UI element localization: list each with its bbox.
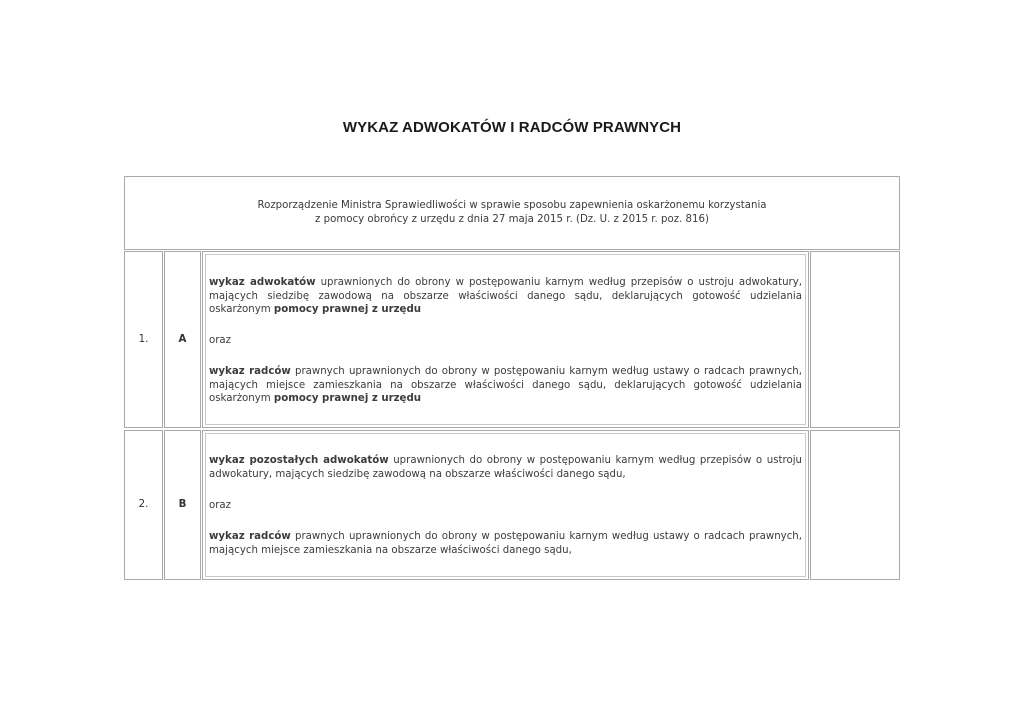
header-cell (124, 176, 900, 250)
row-2-p1-text: uprawnionych do obrony w postępowaniu karnym według przepisów o ustroju adwokatury, mających siedzibę zawodową na obszarze właściwości danego sądu, (209, 455, 802, 480)
document-title: WYKAZ ADWOKATÓW I RADCÓW PRAWNYCH (342, 119, 682, 136)
row-2-number: 2. (138, 499, 149, 510)
row-1-p1-bold: wykaz adwokatów (209, 277, 316, 288)
row-1-number-cell (124, 251, 163, 428)
row-2-p1-bold: wykaz pozostałych adwokatów (209, 455, 389, 466)
row-2-paragraph-advocates (209, 454, 802, 481)
row-2-letter: B (178, 499, 187, 510)
row-2-letter-cell (164, 430, 201, 580)
regulation-text (125, 199, 899, 226)
row-1-conjunction: oraz (209, 335, 232, 346)
row-2-paragraph-legal-advisers (209, 530, 802, 557)
row-1-p2-text: prawnych uprawnionych do obrony w postępowaniu karnym według ustawy o radcach prawnych, mających miejsce zamieszkania na obszarze właściwości danego sądu, deklarujących gotowość udzielania oskarżonym (209, 366, 802, 404)
row-1-content-cell (202, 251, 809, 428)
row-1-p2-bold-end: pomocy prawnej z urzędu (273, 393, 421, 404)
row-2-p2-bold: wykaz radców (209, 531, 291, 542)
row-2-content-cell (202, 430, 809, 580)
row-1-p1-text: uprawnionych do obrony w postępowaniu karnym według przepisów o ustroju adwokatury, mających siedzibę zawodową na obszarze właściwości danego sądu, deklarujących gotowość udzielania oskarżonym (209, 277, 802, 315)
regulation-line-1: Rozporządzenie Ministra Sprawiedliwości w sprawie sposobu zapewnienia oskarżonemu korzystania (257, 200, 767, 211)
regulation-line-2: z pomocy obrońcy z urzędu z dnia 27 maja 2015 r. (Dz. U. z 2015 r. poz. 816) (315, 213, 709, 225)
row-1-letter: A (178, 334, 187, 345)
row-2-number-cell (124, 430, 163, 580)
row-2-empty-cell (810, 430, 900, 580)
row-1-letter-cell (164, 251, 201, 428)
row-2-conjunction: oraz (209, 500, 232, 511)
row-1-number: 1. (138, 334, 149, 345)
row-1-empty-cell (810, 251, 900, 428)
row-1-paragraph-legal-advisers (209, 365, 802, 406)
row-2-p2-text: prawnych uprawnionych do obrony w postępowaniu karnym według ustawy o radcach prawnych, mających miejsce zamieszkania na obszarze właściwości danego sądu, (209, 531, 802, 556)
row-1-p1-bold-end: pomocy prawnej z urzędu (273, 304, 421, 315)
row-1-p2-bold: wykaz radców (209, 366, 291, 377)
row-1-paragraph-advocates (209, 276, 802, 317)
